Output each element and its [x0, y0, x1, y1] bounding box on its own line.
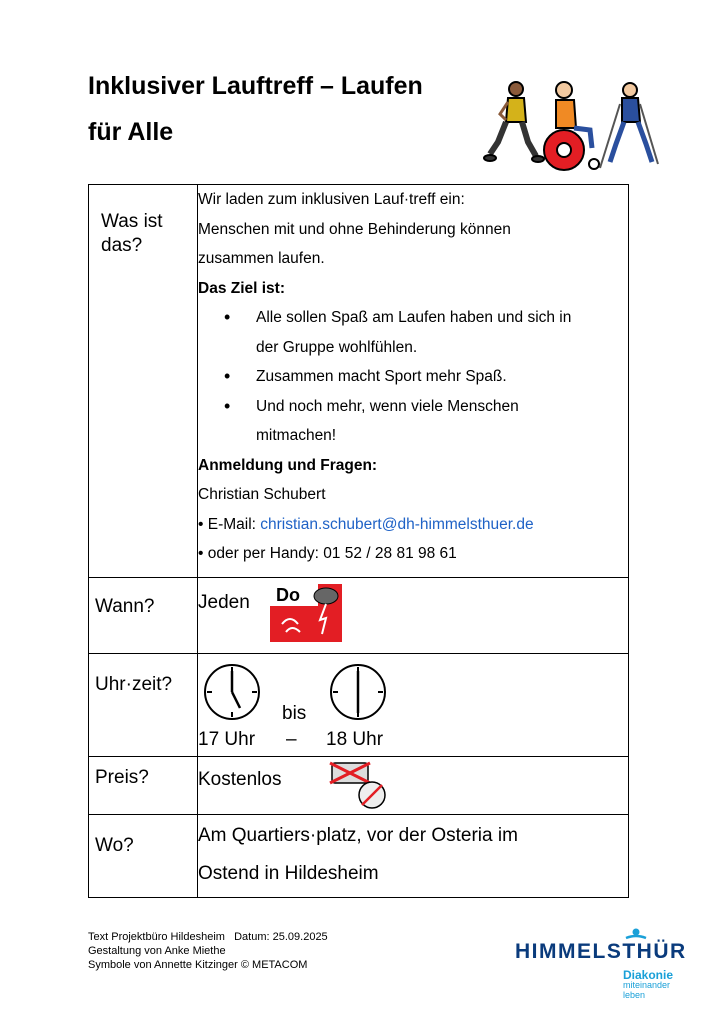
goal-text: • Und noch mehr, wenn viele Menschen [256, 397, 519, 415]
location-line: Am Quartiers·platz, vor der Osteria im [198, 825, 518, 846]
email-link[interactable]: christian.schubert@dh-himmelsthuer.de [260, 515, 534, 533]
wann-text: Jeden [198, 592, 250, 613]
goal-text: der Gruppe wohlfühlen. [256, 338, 418, 356]
email-label: • E-Mail: [198, 515, 261, 533]
end-time: 18 Uhr [326, 729, 384, 750]
info-table [88, 184, 629, 898]
day-badge: Do [276, 585, 300, 605]
clock-17-icon [202, 662, 262, 722]
time-dash: – [286, 729, 297, 750]
list-item [242, 392, 628, 451]
himmelsthuer-logo [515, 928, 687, 1000]
row-preis [89, 757, 629, 815]
footer-line: Symbole von Annette Kitzinger © METACOM [88, 959, 308, 971]
footer-line: Gestaltung von Anke Miethe [88, 945, 226, 957]
row-was-ist-das [89, 185, 629, 578]
contact-name: Christian Schubert [198, 486, 326, 503]
content-cell [198, 185, 629, 578]
row-wo [89, 815, 629, 898]
clock-18-icon [328, 662, 388, 722]
logo-diakonie: Diakonie [623, 968, 674, 982]
label-cell [89, 815, 198, 898]
goal-text: • Zusammen macht Sport mehr Spaß. [256, 368, 507, 385]
intro-line: zusammen laufen. [198, 250, 325, 267]
footer-line: Text Projektbüro Hildesheim Datum: 25.09.2025 [88, 931, 328, 943]
label-cell [89, 757, 198, 815]
label-was-line2: das? [101, 235, 143, 256]
location-line: Ostend in Hildesheim [198, 863, 379, 884]
start-time: 17 Uhr [198, 729, 256, 750]
logo-wordmark: HIMMELSTHÜR [515, 940, 687, 963]
goal-text: • Alle sollen Spaß am Laufen haben und sich in [256, 309, 572, 326]
storm-cloud-icon [270, 584, 342, 642]
list-item [242, 362, 628, 392]
goal-list [198, 303, 628, 451]
free-no-money-icon [328, 759, 392, 811]
page-title-line-2: für Alle [88, 118, 174, 146]
row-wann [89, 578, 629, 654]
email-line [198, 510, 628, 540]
label-cell [89, 654, 198, 757]
footer [88, 930, 328, 972]
label-wann: Wann? [95, 596, 155, 617]
content-cell [198, 757, 629, 815]
page-title-line-1: Inklusiver Lauftreff – Laufen [88, 72, 423, 100]
logo-tagline: miteinander leben [623, 980, 671, 1000]
bis-text: bis [282, 703, 307, 724]
phone-line: • oder per Handy: 01 52 / 28 81 98 61 [198, 545, 457, 562]
content-cell [198, 815, 629, 898]
intro-line: Wir laden zum inklusiven Lauf·treff ein: [198, 191, 465, 208]
contact-heading: Anmeldung und Fragen: [198, 456, 378, 474]
label-wo: Wo? [95, 835, 134, 856]
goal-text: mitmachen! [256, 427, 337, 444]
label-preis: Preis? [95, 767, 149, 788]
goal-heading: Das Ziel ist: [198, 279, 285, 297]
thursday-weather-icon [270, 584, 342, 642]
label-cell [89, 185, 198, 578]
row-uhrzeit [89, 654, 629, 757]
label-was-line1: Was ist [101, 211, 163, 232]
list-item [242, 303, 628, 362]
preis-text: Kostenlos [198, 769, 282, 790]
intro-line: Menschen mit und ohne Behinderung können [198, 220, 511, 238]
content-cell [198, 578, 629, 654]
label-uhrzeit: Uhr·zeit? [95, 674, 173, 695]
label-cell [89, 578, 198, 654]
runners-walkers-wheelchair-icon [482, 76, 668, 176]
content-cell [198, 654, 629, 757]
